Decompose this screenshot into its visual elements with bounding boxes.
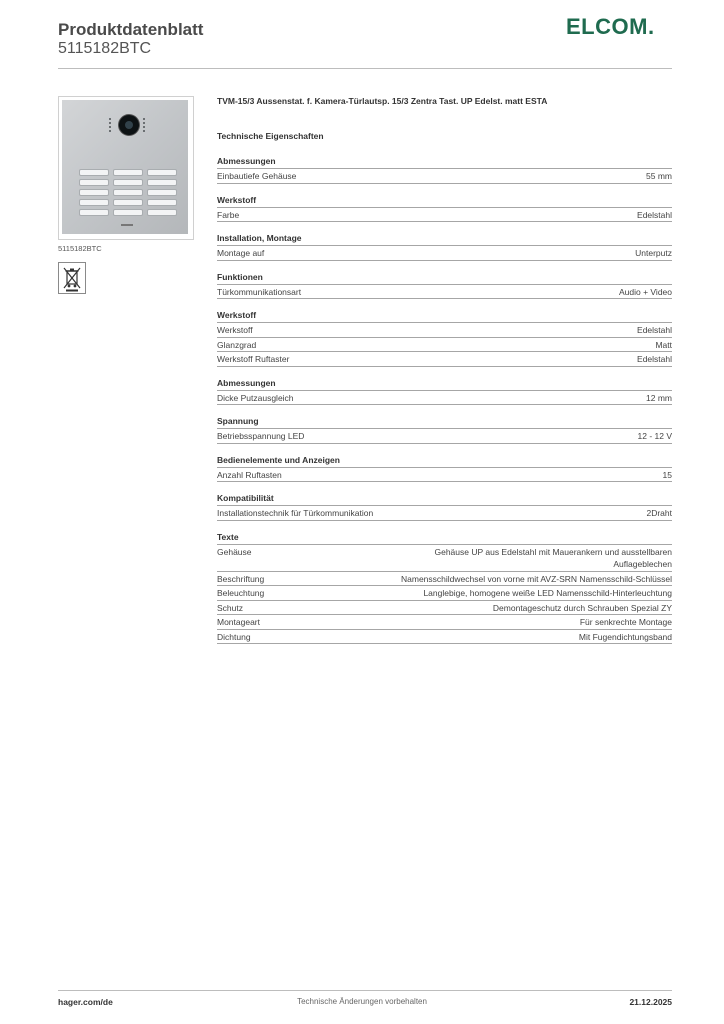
property-label: Beschriftung xyxy=(217,573,265,584)
property-value: Edelstahl xyxy=(637,354,672,364)
product-description: TVM-15/3 Aussenstat. f. Kamera-Türlautsp. 15/3 Zentra Tast. UP Edelst. matt ESTA xyxy=(217,96,548,106)
property-group xyxy=(217,309,672,367)
property-row xyxy=(217,322,672,337)
speaker-left xyxy=(109,118,117,132)
property-value: 15 xyxy=(662,469,672,480)
property-group xyxy=(217,531,672,645)
property-row xyxy=(217,337,672,352)
property-row xyxy=(217,600,672,615)
footer-website: hager.com/de xyxy=(58,997,113,1007)
property-group xyxy=(217,454,672,483)
footer-divider xyxy=(58,990,672,991)
property-group-title: Abmessungen xyxy=(217,377,276,388)
property-row xyxy=(217,544,672,571)
property-row xyxy=(217,390,672,406)
property-row xyxy=(217,467,672,483)
property-value: 2Draht xyxy=(646,508,672,518)
call-button xyxy=(114,190,142,195)
section-title: Technische Eigenschaften xyxy=(217,131,324,141)
call-button xyxy=(80,170,108,175)
property-row xyxy=(217,571,672,586)
property-label: Installationstechnik für Türkommunikation xyxy=(217,508,374,518)
call-button xyxy=(148,170,176,175)
property-label: Farbe xyxy=(217,209,240,220)
property-group xyxy=(217,155,672,184)
property-label: Beleuchtung xyxy=(217,588,265,598)
property-group xyxy=(217,415,672,444)
product-image xyxy=(58,96,194,240)
weee-crossed-bin-icon xyxy=(58,262,86,294)
property-value: 55 mm xyxy=(646,171,672,181)
property-row xyxy=(217,207,672,223)
call-button xyxy=(148,210,176,215)
property-label: Türkommunikationsart xyxy=(217,286,302,297)
property-group xyxy=(217,194,672,223)
property-row xyxy=(217,505,672,521)
brand-logo: ELCOM. xyxy=(566,14,655,39)
property-value: Demontageschutz durch Schrauben Spezial ZY xyxy=(492,602,672,613)
property-value: Edelstahl xyxy=(637,209,672,220)
property-group xyxy=(217,492,672,521)
property-row xyxy=(217,168,672,184)
footer-date: 21.12.2025 xyxy=(629,997,672,1007)
call-button xyxy=(114,180,142,185)
panel-marking xyxy=(121,224,133,226)
call-button xyxy=(114,210,142,215)
property-group xyxy=(217,377,672,406)
property-label: Montage auf xyxy=(217,248,265,258)
call-button xyxy=(114,170,142,175)
property-label: Betriebsspannung LED xyxy=(217,431,305,441)
property-row xyxy=(217,614,672,629)
property-label: Dichtung xyxy=(217,631,251,642)
article-number: 5115182BTC xyxy=(58,40,152,57)
property-value: Edelstahl xyxy=(637,325,672,335)
property-label: Werkstoff Ruftaster xyxy=(217,354,290,364)
property-row xyxy=(217,629,672,645)
property-value: Mit Fugendichtungsband xyxy=(578,631,672,642)
property-value: 12 - 12 V xyxy=(637,431,672,441)
property-group-title: Kompatibilität xyxy=(217,493,274,503)
call-button xyxy=(148,180,176,185)
property-label: Montageart xyxy=(217,617,260,627)
call-button xyxy=(114,200,142,205)
header-divider xyxy=(58,68,672,69)
property-group-title: Texte xyxy=(217,531,239,542)
property-row xyxy=(217,428,672,444)
camera-icon xyxy=(119,115,139,135)
property-group-title: Werkstoff xyxy=(217,310,257,320)
properties-table xyxy=(217,155,672,654)
property-label: Einbautiefe Gehäuse xyxy=(217,171,297,181)
property-group xyxy=(217,271,672,300)
property-value: 12 mm xyxy=(646,392,672,403)
property-label: Werkstoff xyxy=(217,325,253,335)
property-value: Langlebige, homogene weiße LED Namensschild-Hinterleuchtung xyxy=(423,588,672,598)
call-button xyxy=(80,210,108,215)
property-label: Schutz xyxy=(217,602,243,613)
property-row xyxy=(217,585,672,600)
property-value: Audio + Video xyxy=(618,286,672,297)
footer-disclaimer: Technische Änderungen vorbehalten xyxy=(297,997,427,1006)
property-group-title: Abmessungen xyxy=(217,156,276,166)
property-value: Gehäuse UP aus Edelstahl mit Mauerankern und ausstellbaren Auflageblechen xyxy=(434,546,672,569)
property-group xyxy=(217,232,672,261)
call-button xyxy=(80,180,108,185)
call-button xyxy=(80,200,108,205)
door-station-panel xyxy=(62,100,188,234)
call-button xyxy=(148,190,176,195)
property-group-title: Funktionen xyxy=(217,271,263,282)
property-group-title: Bedienelemente und Anzeigen xyxy=(217,454,340,465)
property-label: Gehäuse xyxy=(217,546,252,557)
property-label: Anzahl Ruftasten xyxy=(217,469,282,480)
property-label: Glanzgrad xyxy=(217,339,257,350)
property-value: Unterputz xyxy=(635,248,672,258)
property-value: Für senkrechte Montage xyxy=(579,617,672,627)
speaker-right xyxy=(143,118,151,132)
property-group-title: Installation, Montage xyxy=(217,233,302,243)
property-row xyxy=(217,351,672,367)
property-value: Matt xyxy=(655,339,672,350)
product-image-caption: 5115182BTC xyxy=(58,244,102,253)
property-row xyxy=(217,284,672,300)
call-button xyxy=(148,200,176,205)
property-row xyxy=(217,245,672,261)
property-group-title: Werkstoff xyxy=(217,194,257,205)
property-value: Namensschildwechsel von vorne mit AVZ-SRN Namensschild-Schlüssel xyxy=(401,573,672,584)
property-label: Dicke Putzausgleich xyxy=(217,392,294,403)
property-group-title: Spannung xyxy=(217,416,259,426)
document-title: Produktdatenblatt xyxy=(58,20,204,39)
call-button xyxy=(80,190,108,195)
